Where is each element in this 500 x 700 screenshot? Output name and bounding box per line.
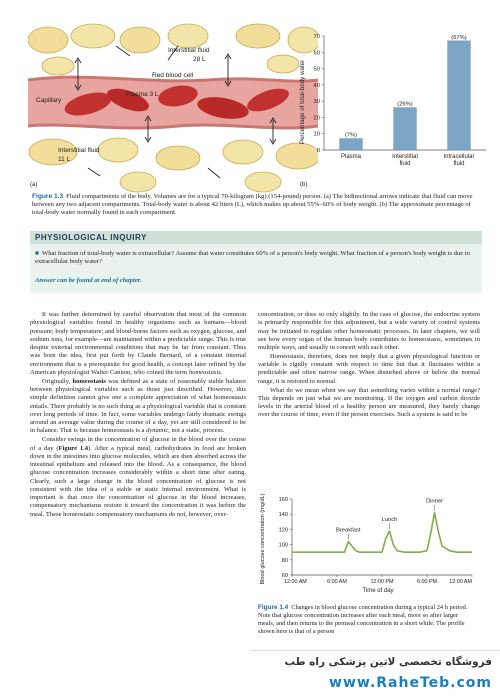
line-x-tick-label: 12:00 AM [284,579,307,585]
paragraph-text: It was further determined by careful observation that most of the common physiological variables found in healthy organisms such as humans—blood pressure; body temperature; and blood-borne factors such as oxygen, glucose, and sodium ions, for example—are maintained within a predictable range. This is true despite external environmental conditions that may be far from constant. Thus was born the idea, first put forth by Claude Bernard, of a constant internal environment that is a prerequisite for good health, a concept later refined by the American physiologist Walter Cannon, who coined the term [30,311,246,376]
paragraph-text: Consider swings in the concentration of glucose in the blood over the course of a day ( [30,436,246,452]
line-y-tick-label: 140 [278,512,288,519]
inquiry-question-text: What fraction of total-body water is extracellular? Assume that water constitutes 60% of a person's body weight. What fraction of a person's body weight is due to extracellular body water? [35,250,470,265]
bar-chart-svg [296,22,496,194]
line-chart-ylabel: Blood glucose concentration (mg/dL) [260,493,266,585]
line-y-tick-label: 100 [278,542,288,549]
interstitial-top-volume: 28 L [193,56,206,63]
bar-2 [394,108,417,150]
paragraph [30,378,246,436]
bar-data-label: (26%) [397,101,413,108]
line-x-tick-label: 6:00 AM [327,579,347,585]
figure-1-4-caption [258,604,468,636]
interstitial-top-label: Interstitial fluid [168,47,210,54]
bar-1 [340,139,363,150]
bar-y-tick-label: 30 [313,99,320,106]
bar-data-label: (67%) [451,34,467,41]
paragraph [30,311,246,377]
bar-y-tick-label: 60 [313,50,320,57]
inquiry-question [35,250,475,266]
meal-annotation-label: Breakfast [336,527,361,534]
fluid-compartments-diagram [28,22,318,194]
meal-annotation-label: Dinner [425,498,444,505]
bar-y-tick-label: 40 [313,82,320,89]
line-x-tick-label: 12:00 PM [370,579,394,585]
figure-1-3-number: Figure 1.3 [32,193,64,200]
capillary-label: Capillary [36,97,62,104]
line-y-tick-label: 80 [281,557,288,564]
term-homeostasis-italic: homeostasis. [188,368,223,376]
bar-y-tick-label: 20 [313,115,320,122]
line-y-tick-label: 60 [281,573,288,579]
bar-y-tick-label: 50 [313,66,320,73]
bar-category-label: Intracellular [443,154,475,160]
paragraph: concentration, or does so only slightly. In the case of glucose, the endocrine system is primarily responsible for this adjustment, but a wide variety of control systems may be initiated to regulate other homeostatic processes. In later chapters, we will see how every organ of the human body contributes to homeostasis, sometimes in multiple ways, and usually in concert with each other. [258,311,480,352]
bar-category-label: Interstitial [392,154,418,160]
body-text-left-column [30,311,246,520]
line-x-tick-label: 12:00 AM [449,579,472,585]
paragraph-text: Originally, [42,377,71,385]
interstitial-bottom-volume: 11 L [58,156,71,163]
bar-y-tick-label: 70 [313,34,320,40]
meal-annotation-label: Lunch [381,516,398,523]
bar-y-tick-label: 10 [313,131,320,138]
figure-1-4-number: Figure 1.4 [258,604,289,611]
line-y-tick-label: 120 [278,527,288,534]
watermark-banner [250,650,500,700]
bar-data-label: (7%) [344,132,358,139]
bar-y-tick-label: 0 [316,148,320,154]
panel-b-label: (b) [300,182,308,188]
physiological-inquiry-box [30,231,482,293]
term-homeostasis-bold: homeostasis [72,377,106,385]
total-body-water-bar-chart [296,22,496,194]
bar-3 [448,41,471,150]
paragraph-text: not a static, process. [171,427,225,435]
square-bullet-icon: ■ [35,250,39,257]
inquiry-answer-note: Answer can be found at end of chapter. [35,277,142,284]
watermark-store-name: فروشگاه تخصصی لاتین پزشکی راه طب [284,656,492,668]
bar-chart-ylabel: Percentage of total-body water [299,59,306,145]
blood-glucose-line-chart [258,493,480,595]
body-text-right-column [258,311,480,420]
paragraph-text: was defined as a state of reasonably stable balance between physiological variables such as those just described. However, this simple definition cannot give one a complete appreciation of what homeostasis entails. There probably is no such thing as a physiological variable that is constant over long periods of time. In fact, some variables undergo fairly dramatic swings around an average value during the course of a day, yet are still considered to be in balance. That is because homeostasis is a [30,377,247,435]
paragraph: What do we mean when we say that something varies within a normal range? This depends on just what we are monitoring. If the oxygen and carbon dioxide levels in the arterial blood of a healthy person are measured, they barely change over the course of time, even if the person exercises. Such a system is said to be [258,386,480,419]
term-dynamic-italic: dynamic, [146,427,170,435]
panel-a-label: (a) [30,182,38,188]
figure-1-3-caption [32,193,480,217]
watermark-url: www.RaheTeb.com [329,675,492,691]
inquiry-heading: PHYSIOLOGICAL INQUIRY [30,231,482,244]
bar-category-label: Plasma [340,154,362,160]
bar-category-label: fluid [453,161,465,167]
paragraph [30,436,246,519]
line-chart-svg [258,493,480,595]
bar-category-label: fluid [399,161,411,167]
fluid-compartments-illustration [28,22,318,194]
line-x-tick-label: 6:00 PM [416,579,438,585]
paragraph-text: ). After a typical meal, carbohydrates in food are broken down in the intestines into glucose molecules, which are then absorbed across the intestinal epithelium and released into the blood. As a consequence, the blood glucose concentration increases considerably within a short time after eating. Clearly, such a large change in the blood concentration of glucose is not consistent with the idea of a stable or static internal environment. What is important is that once the concentration of glucose in the blood increases, compensatory mechanisms restore it toward the concentration it was before the meal. These homeostatic compensatory mechanisms do not, however, over- [30,444,247,518]
interstitial-bottom-label: Interstitial fluid [58,147,100,154]
page-bottom-edge [30,690,246,700]
line-chart-xlabel: Time of day [362,588,394,594]
figure-1-3-caption-text: Fluid compartments of the body. Volumes are for a typical 70-kilogram (kg) (154-pound) person. (a) The bidirectional arrows indicate that fluid can move between any two adjacent compartments. Total-body water is about 42 liters (L), which makes up about 55%–60% of body weight. (b) The approximate percentage of total-body water normally found in each compartment. [32,193,473,217]
red-blood-cell-label: Red blood cell [152,72,194,79]
line-y-tick-label: 160 [278,497,288,503]
plasma-label: Plasma 3 L [126,91,159,98]
figure-1-4-caption-text: Changes in blood glucose concentration during a typical 24 h period. Note that glucose concentration increases after each meal, more so after larger meals, and then returns to the premeal concentration in a short while. The profile shown here is that of a person [258,604,468,635]
paragraph: Homeostasis, therefore, does not imply that a given physiological function or variable is rigidly constant with respect to time but that it fluctuates within a predictable and often narrow range. When disturbed above or below the normal range, it is restored to normal. [258,352,480,385]
figure-1-4-reference: Figure 1.4 [58,444,89,452]
